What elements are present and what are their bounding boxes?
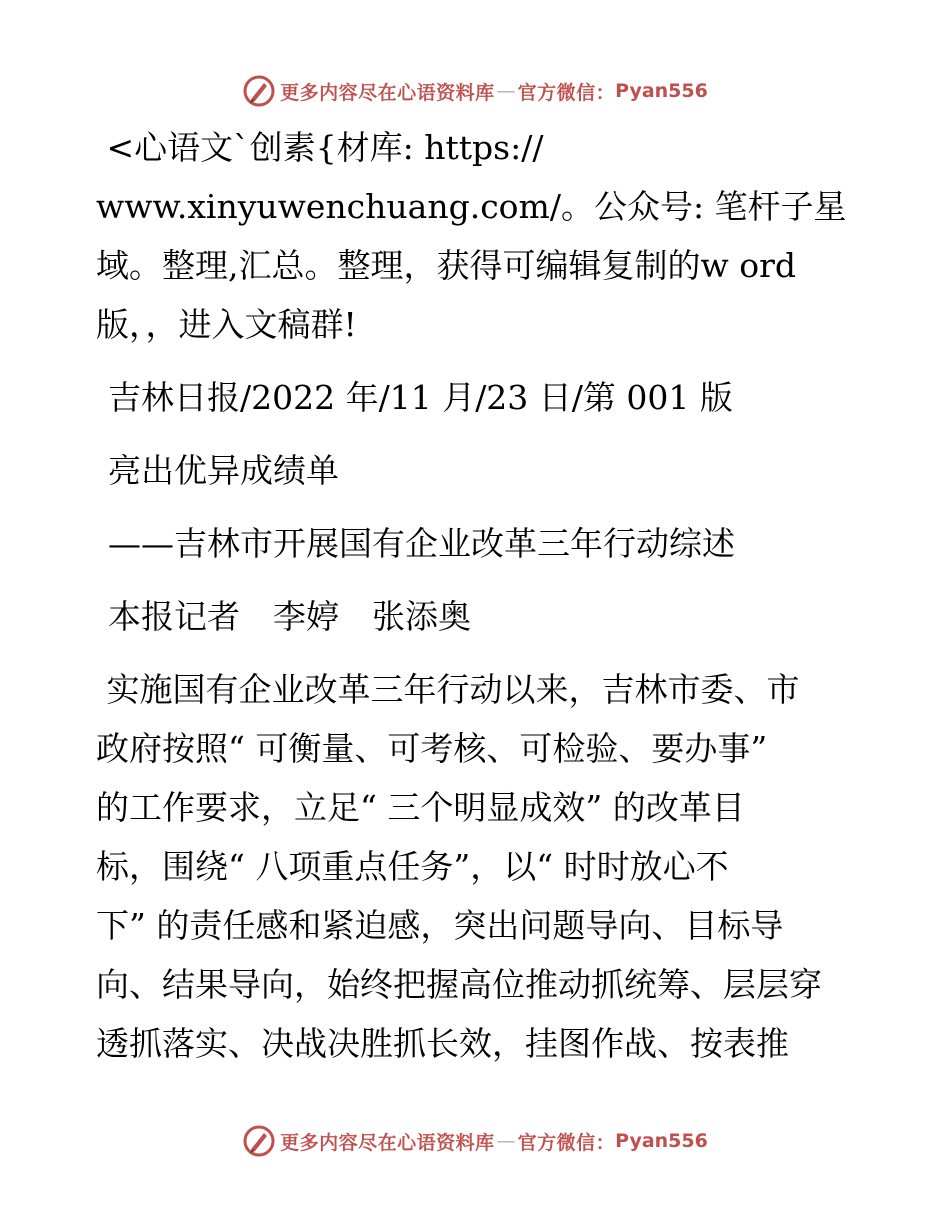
pen-circle-icon: [242, 1124, 276, 1158]
intro-line: www.xinyuwenchuang.com/。公众号: 笔杆子星: [96, 187, 847, 226]
watermark-header: [0, 71, 950, 111]
watermark-handle: Pyan556: [615, 80, 708, 102]
watermark-text: 更多内容尽在心语资料库: [280, 81, 495, 104]
body-line: 实施国有企业改革三年行动以来，吉林市委、市: [96, 670, 800, 709]
watermark-separator: —: [496, 1130, 516, 1152]
body-line: 下” 的责任感和紧迫感，突出问题导向、目标导: [96, 906, 784, 945]
watermark-footer: [0, 1121, 950, 1161]
document-body: [96, 118, 856, 1073]
source-line: 吉林日报/2022 年/11 月/23 日/第 001 版: [108, 378, 733, 417]
body-line: 透抓落实、决战决胜抓长效，挂图作战、按表推: [96, 1024, 789, 1063]
intro-line: <心语文`创素{材库: https://: [96, 128, 544, 167]
body-line: 标，围绕“ 八项重点任务”，以“ 时时放心不: [96, 847, 729, 886]
intro-line: 版，，进入文稿群!: [96, 305, 357, 344]
body-line: 政府按照“ 可衡量、可考核、可检验、要办事”: [96, 729, 768, 768]
subheadline: ——吉林市开展国有企业改革三年行动综述: [108, 524, 735, 563]
watermark-label: 官方微信：: [517, 1131, 616, 1154]
pen-circle-icon: [242, 74, 276, 108]
watermark-label: 官方微信：: [517, 81, 616, 104]
watermark-text: 更多内容尽在心语资料库: [280, 1131, 495, 1154]
body-line: 的工作要求，立足“ 三个明显成效” 的改革目: [96, 788, 745, 827]
watermark-separator: —: [496, 80, 516, 102]
intro-line: 域。整理,汇总。整理，获得可编辑复制的w ord: [96, 246, 796, 285]
headline: 亮出优异成绩单: [108, 451, 339, 490]
byline: 本报记者 李婷 张添奥: [108, 597, 471, 636]
watermark-handle: Pyan556: [615, 1130, 708, 1152]
body-line: 向、结果导向，始终把握高位推动抓统筹、层层穿: [96, 965, 822, 1004]
